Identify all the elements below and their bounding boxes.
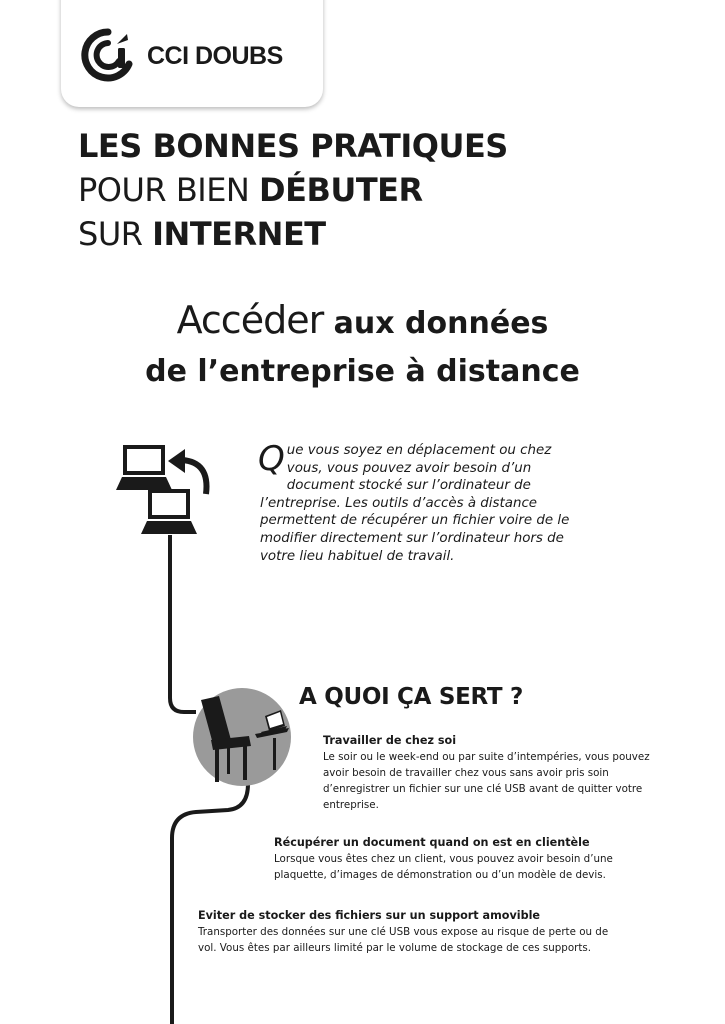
section-title-bold: aux données bbox=[323, 306, 549, 341]
title-line-3-regular: SUR bbox=[78, 215, 153, 253]
usage-item bbox=[198, 908, 618, 956]
usage-item bbox=[274, 835, 654, 883]
title-line-3-bold: INTERNET bbox=[152, 215, 326, 253]
usage-item-text: Transporter des données sur une clé USB vous expose au risque de perte ou de vol. Vous êtes par ailleurs limité par le volume de stockage de ces supports. bbox=[198, 926, 609, 954]
section-heading-usage: A QUOI ÇA SERT ? bbox=[299, 684, 524, 710]
usage-item-title: Travailler de chez soi bbox=[323, 734, 457, 747]
title-line-2-bold: DÉBUTER bbox=[259, 171, 423, 209]
usage-item bbox=[323, 733, 658, 813]
usage-item-title: Eviter de stocker des fichiers sur un support amovible bbox=[198, 909, 540, 922]
chair-with-laptop-icon bbox=[193, 688, 291, 786]
intro-paragraph bbox=[258, 439, 570, 565]
section-title-light: Accéder bbox=[176, 298, 324, 342]
section-title-line-2: de l’entreprise à distance bbox=[145, 354, 580, 389]
title-line-2-regular: POUR BIEN bbox=[78, 171, 260, 209]
two-laptops-transfer-icon bbox=[116, 445, 207, 534]
usage-item-text: Lorsque vous êtes chez un client, vous pouvez avoir besoin d’une plaquette, d’images de démonstration ou d’un modèle de devis. bbox=[274, 853, 613, 881]
intro-dropcap: Q bbox=[258, 439, 285, 479]
usage-item-text: Le soir ou le week-end ou par suite d’intempéries, vous pouvez avoir besoin de travailler chez vous sans avoir pris soin d’enregistrer un fichier sur une clé USB avant de quitter votre entreprise. bbox=[323, 751, 650, 811]
usage-item-title: Récupérer un document quand on est en clientèle bbox=[274, 836, 590, 849]
title-line-1: LES BONNES PRATIQUES bbox=[78, 127, 508, 165]
logo-text: CCI DOUBS bbox=[147, 42, 283, 70]
intro-text: ue vous soyez en déplacement ou chez vous, vous pouvez avoir besoin d’un document stocké sur l’ordinateur de l’entreprise. Les outils d’accès à distance permettent de récupérer un fichier voire de le modifier directement sur l’ordinateur hors de votre lieu habituel de travail. bbox=[260, 443, 570, 564]
